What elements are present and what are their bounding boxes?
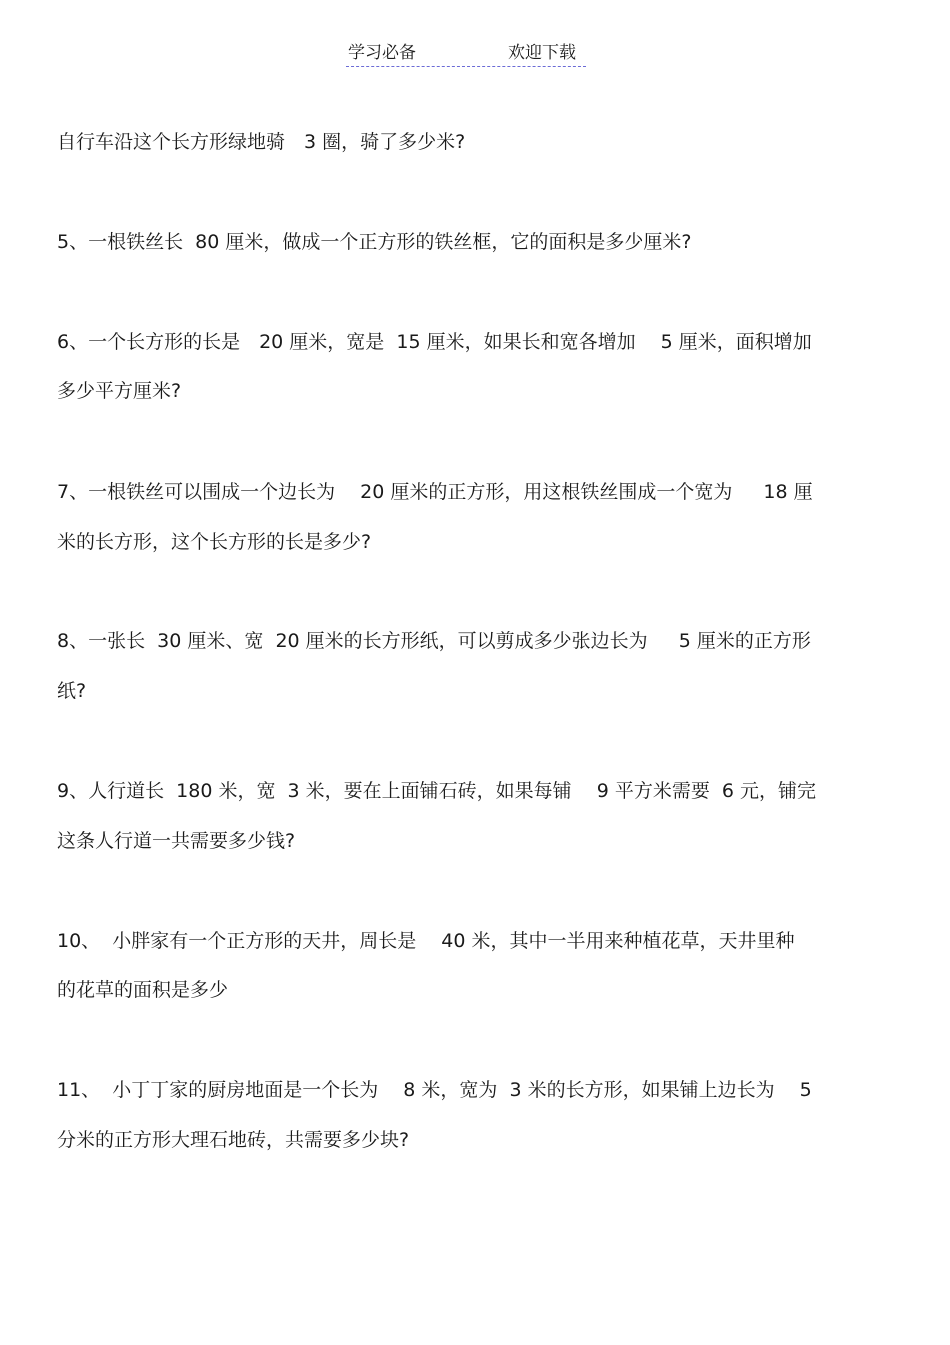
question-8-line-2: 纸? bbox=[57, 680, 87, 702]
question-10-line-2: 的花草的面积是多少 bbox=[57, 979, 229, 1001]
page-header bbox=[346, 40, 586, 67]
question-7-line-2: 米的长方形，这个长方形的长是多少? bbox=[57, 531, 372, 553]
question-6-line-1: 6、一个长方形的长是 20 厘米，宽是 15 厘米，如果长和宽各增加 5 厘米，面积增加 bbox=[57, 331, 812, 353]
header-right-text: 欢迎下载 bbox=[508, 43, 576, 63]
header-left-text: 学习必备 bbox=[348, 43, 416, 63]
question-4-continued-line-1: 自行车沿这个长方形绿地骑 3 圈，骑了多少米? bbox=[57, 131, 466, 153]
question-6-line-2: 多少平方厘米? bbox=[57, 380, 182, 402]
question-5-line-1: 5、一根铁丝长 80 厘米，做成一个正方形的铁丝框，它的面积是多少厘米? bbox=[57, 231, 692, 253]
question-7-line-1: 7、一根铁丝可以围成一个边长为 20 厘米的正方形，用这根铁丝围成一个宽为 18 厘 bbox=[57, 481, 813, 503]
question-11-line-2: 分米的正方形大理石地砖，共需要多少块? bbox=[57, 1129, 410, 1151]
question-8-line-1: 8、一张长 30 厘米、宽 20 厘米的长方形纸，可以剪成多少张边长为 5 厘米的正方形 bbox=[57, 630, 811, 652]
question-9-line-1: 9、人行道长 180 米，宽 3 米，要在上面铺石砖，如果每铺 9 平方米需要 6 元，铺完 bbox=[57, 780, 817, 802]
question-10-line-1: 10、 小胖家有一个正方形的天井，周长是 40 米，其中一半用来种植花草，天井里种 bbox=[57, 930, 795, 952]
question-9-line-2: 这条人行道一共需要多少钱? bbox=[57, 830, 296, 852]
question-11-line-1: 11、 小丁丁家的厨房地面是一个长为 8 米，宽为 3 米的长方形，如果铺上边长为 5 bbox=[57, 1079, 812, 1101]
